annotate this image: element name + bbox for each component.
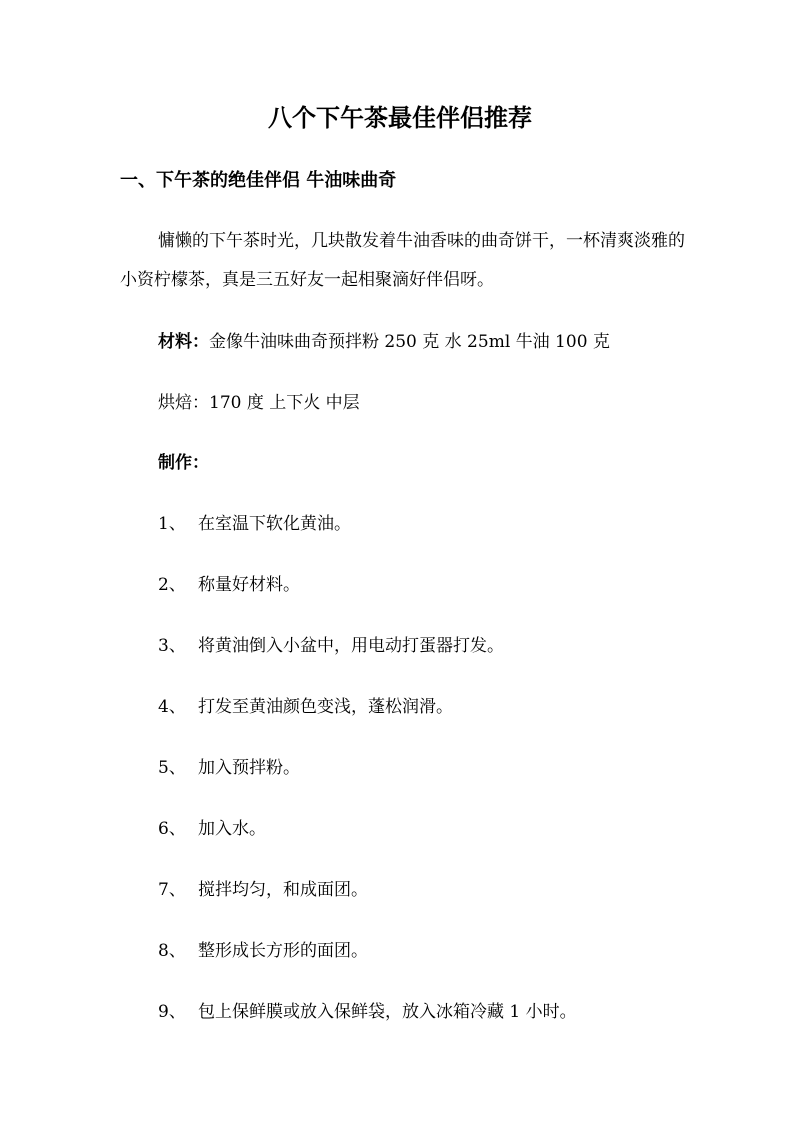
materials-line xyxy=(158,328,610,356)
materials-label: 材料： xyxy=(158,332,209,352)
materials-text: 金像牛油味曲奇预拌粉 250 克 水 25ml 牛油 100 克 xyxy=(209,332,610,352)
intro-paragraph: 慵懒的下午茶时光，几块散发着牛油香味的曲奇饼干，一杯清爽淡雅的小资柠檬茶，真是三五好友一起相聚滴好伴侣呀。 xyxy=(120,231,685,290)
method-label: 制作： xyxy=(158,453,209,473)
step-text: 整形成长方形的面团。 xyxy=(198,941,368,961)
step-item xyxy=(158,693,453,721)
step-number: 2、 xyxy=(158,575,186,595)
step-item xyxy=(158,571,300,599)
step-text: 加入预拌粉。 xyxy=(198,758,300,778)
step-item xyxy=(158,510,351,538)
step-number: 6、 xyxy=(158,819,186,839)
step-number: 1、 xyxy=(158,514,186,534)
step-number: 8、 xyxy=(158,941,186,961)
baking-line: 烘焙：170 度 上下火 中层 xyxy=(158,393,360,413)
step-item xyxy=(158,632,504,660)
step-text: 加入水。 xyxy=(198,819,266,839)
step-text: 包上保鲜膜或放入保鲜袋，放入冰箱冷藏 1 小时。 xyxy=(198,1002,577,1022)
document-title: 八个下午茶最佳伴侣推荐 xyxy=(268,103,532,132)
step-number: 4、 xyxy=(158,697,186,717)
step-number: 3、 xyxy=(158,636,186,656)
step-item xyxy=(158,937,368,965)
step-item xyxy=(158,998,577,1026)
step-text: 打发至黄油颜色变浅，蓬松润滑。 xyxy=(198,697,453,717)
step-text: 称量好材料。 xyxy=(198,575,300,595)
step-text: 在室温下软化黄油。 xyxy=(198,514,351,534)
step-number: 9、 xyxy=(158,1002,186,1022)
step-item xyxy=(158,815,266,843)
step-number: 7、 xyxy=(158,880,186,900)
step-text: 将黄油倒入小盆中，用电动打蛋器打发。 xyxy=(198,636,504,656)
step-text: 搅拌均匀，和成面团。 xyxy=(198,880,368,900)
step-item xyxy=(158,754,300,782)
step-number: 5、 xyxy=(158,758,186,778)
step-item xyxy=(158,876,368,904)
section-heading: 一、下午茶的绝佳伴侣 牛油味曲奇 xyxy=(120,170,397,191)
